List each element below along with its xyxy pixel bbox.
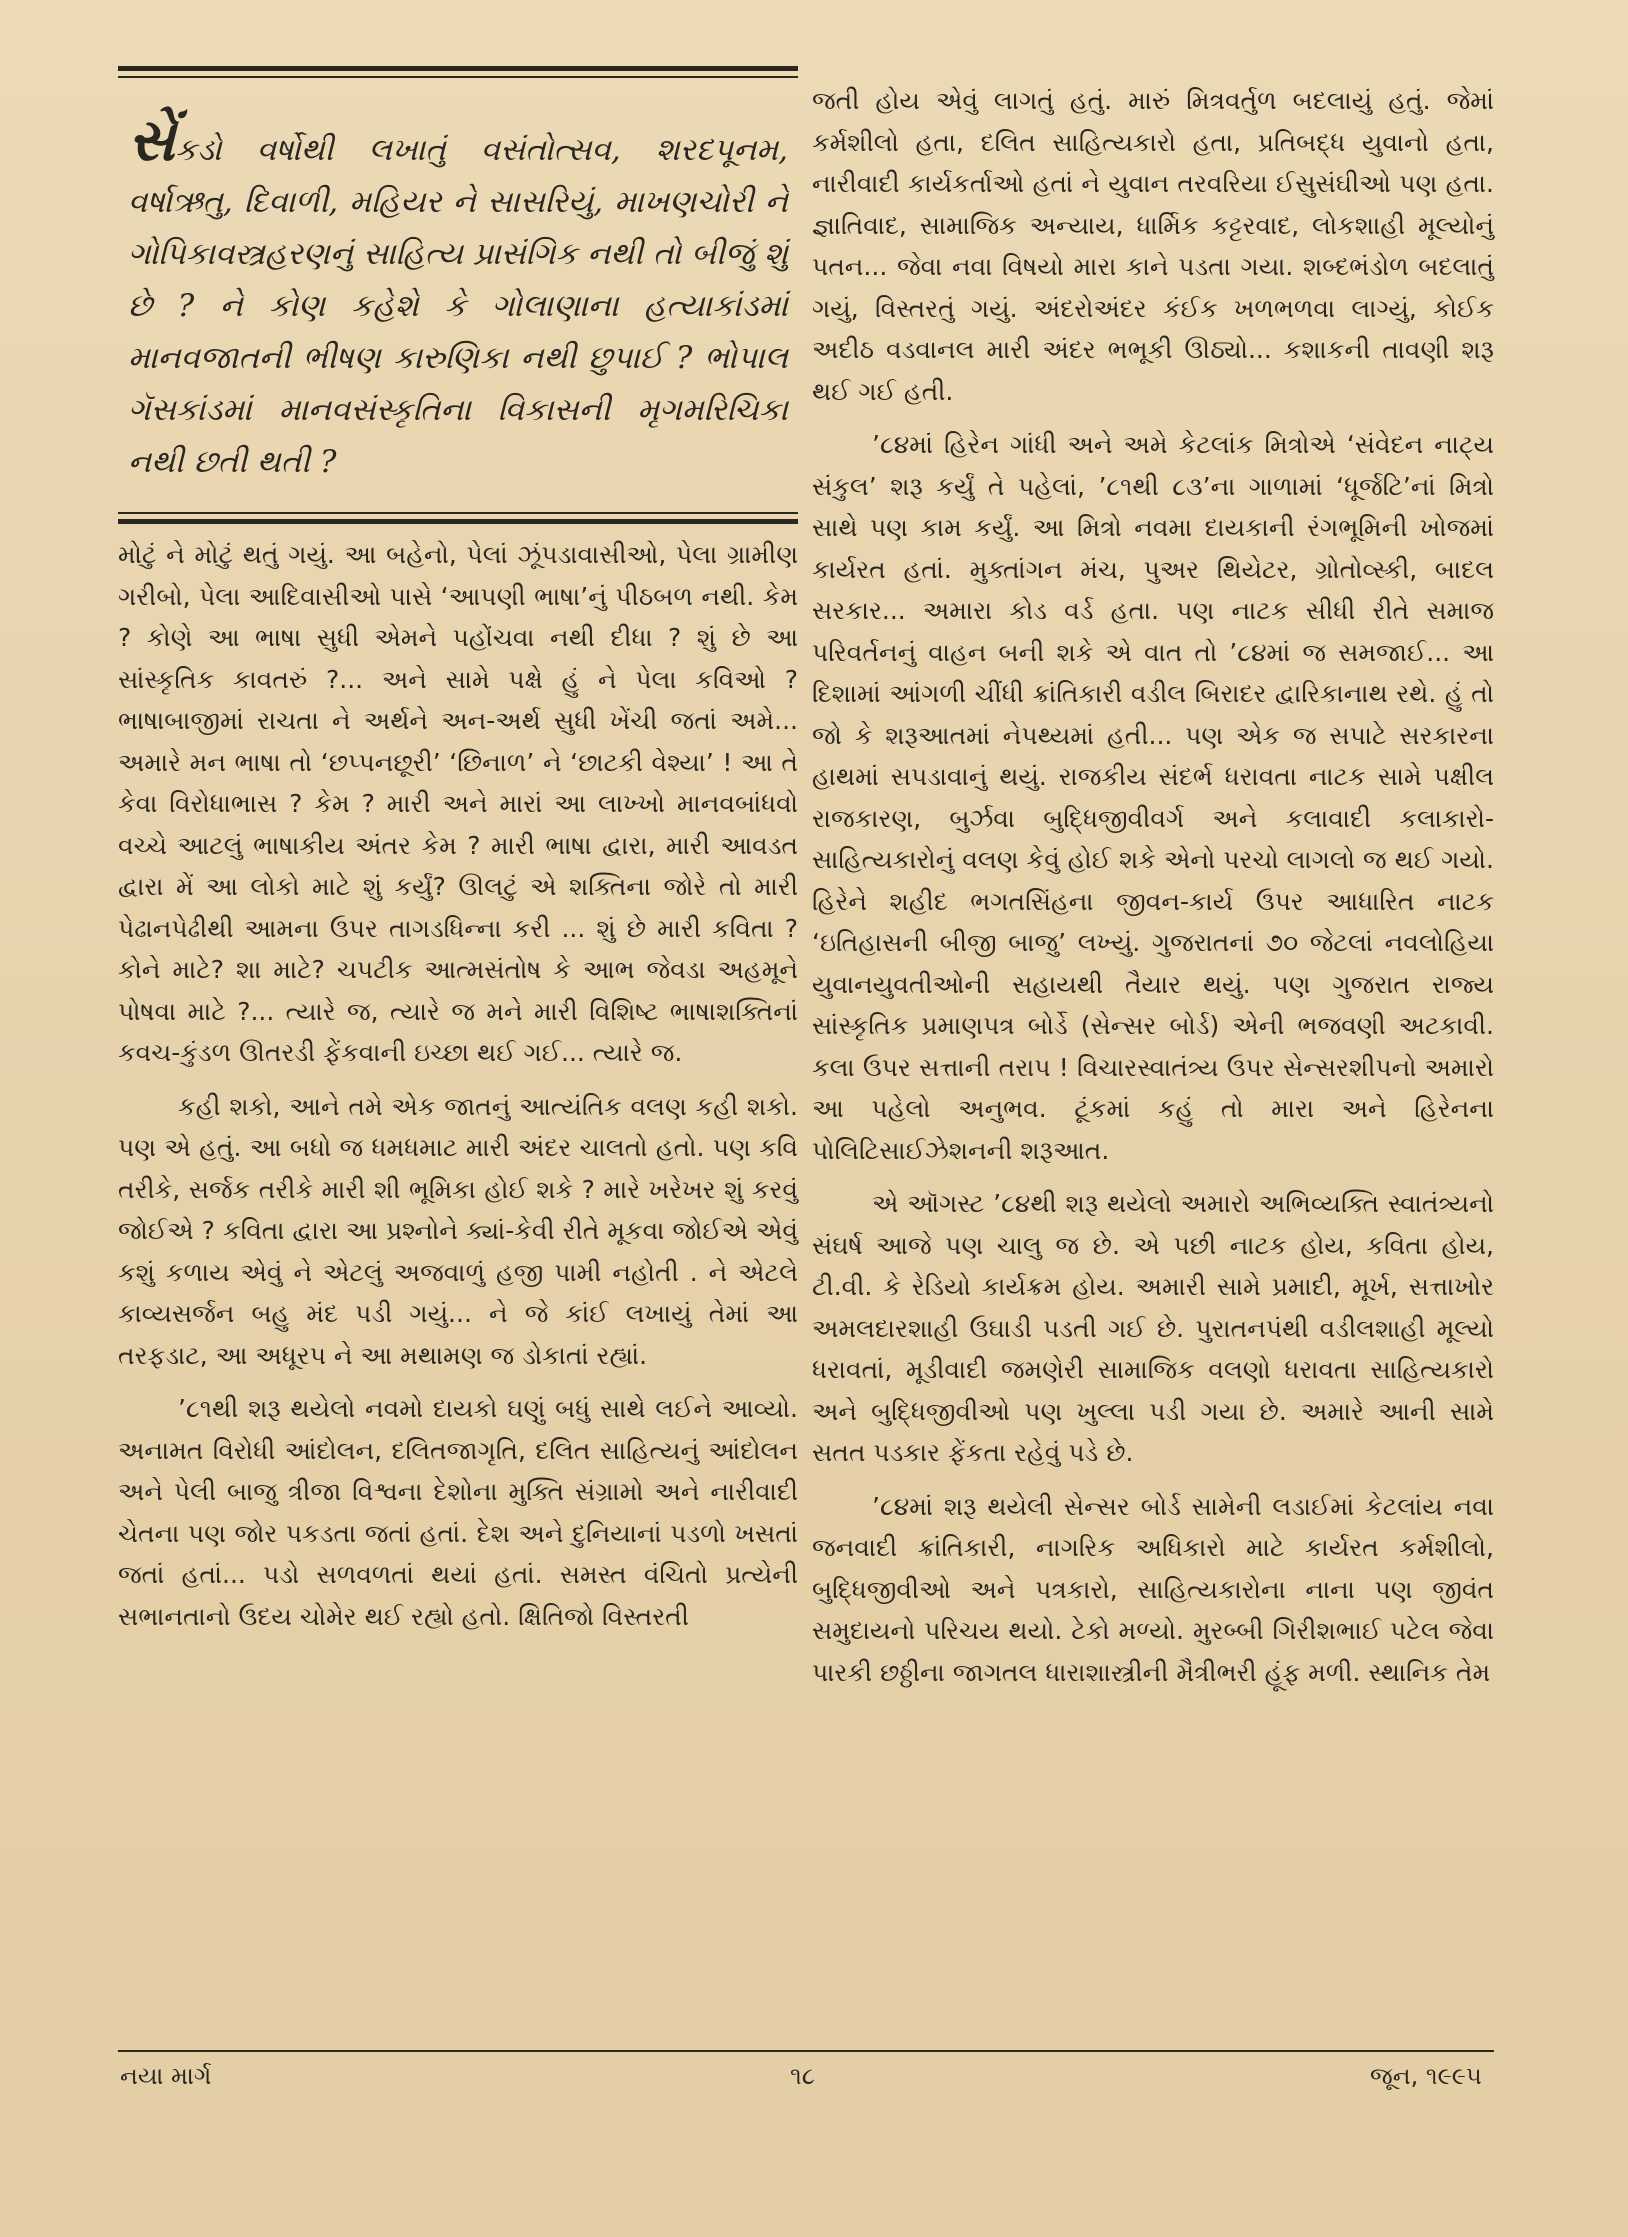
left-column <box>118 66 798 1637</box>
body-paragraph: ’૮૪માં શરૂ થયેલી સેન્સર બોર્ડ સામેની લડાઈમાં કેટલાંય નવા જનવાદી ક્રાંતિકારી, નાગરિક અધિકારો માટે કાર્યરત કર્મશીલો, બુદ્ધિજીવીઓ અને પત્રકારો, સાહિત્યકારોના નાના પણ જીવંત સમુદાયનો પરિચય થયો. ટેકો મળ્યો. મુરબ્બી ગિરીશભાઈ પટેલ જેવા પારકી છઠ્ઠીના જાગતલ ધારાશાસ્ત્રીની મૈત્રીભરી હૂંફ મળી. સ્થાનિક તેમ <box>812 1491 1494 1687</box>
body-paragraph: જતી હોય એવું લાગતું હતું. મારું મિત્રવર્તુળ બદલાયું હતું. જેમાં કર્મશીલો હતા, દલિત સાહિત્યકારો હતા, પ્રતિબદ્ધ યુવાનો હતા, નારીવાદી કાર્યકર્તાઓ હતાં ને યુવાન તરવરિયા ઈસુસંઘીઓ પણ હતા. જ્ઞાતિવાદ, સામાજિક અન્યાય, ધાર્મિક કટ્ટરવાદ, લોકશાહી મૂલ્યોનું પતન... જેવા નવા વિષયો મારા કાને પડતા ગયા. શબ્દભંડોળ બદલાતું ગયું, વિસ્તરતું ગયું. અંદરોઅંદર કંઈક ખળભળવા લાગ્યું, કોઈક અદીઠ વડવાનલ મારી અંદર ભભૂકી ઊઠ્યો... કશાકની તાવણી શરૂ થઈ ગઈ હતી. <box>812 86 1494 406</box>
issue-date: જૂન, ૧૯૯૫ <box>1370 2062 1482 2090</box>
pull-quote-text: કડો વર્ષોથી લખાતું વસંતોત્સવ, શરદપૂનમ, વર્ષાઋતુ, દિવાળી, મહિયર ને સાસરિયું, માખણચોરી ને ગોપિકાવસ્ત્રહરણનું સાહિત્ય પ્રાસંગિક નથી તો બીજું શું છે ? ને કોણ કહેશે કે ગોલાણાના હત્યાકાંડમાં માનવજાતની ભીષણ કારુણિકા નથી છુપાઈ ? ભોપાલ ગૅસકાંડમાં માનવસંસ્કૃતિના વિકાસની મૃગમરિચિકા નથી છતી થતી ? <box>128 132 788 480</box>
magazine-name: નયા માર્ગ <box>120 2062 212 2090</box>
body-paragraph: મોટું ને મોટું થતું ગયું. આ બહેનો, પેલાં ઝૂંપડાવાસીઓ, પેલા ગ્રામીણ ગરીબો, પેલા આદિવાસીઓ પાસે ‘આપણી ભાષા’નું પીઠબળ નથી. કેમ ? કોણે આ ભાષા સુધી એમને પહોંચવા નથી દીધા ? શું છે આ સાંસ્કૃતિક કાવતરું ?... અને સામે પક્ષે હું ને પેલા કવિઓ ? ભાષાબાજીમાં રાચતા ને અર્થને અન-અર્થ સુધી ખેંચી જતાં અમે... અમારે મન ભાષા તો ‘છપ્પનછૂરી’ ‘છિનાળ’ ને ‘છાટકી વેશ્યા’ ! આ તે કેવા વિરોધાભાસ ? કેમ ? મારી અને મારાં આ લાખ્ખો માનવબાંધવો વચ્ચે આટલું ભાષાકીય અંતર કેમ ? મારી ભાષા દ્વારા, મારી આવડત દ્વારા મેં આ લોકો માટે શું કર્યું? ઊલટું એ શક્તિના જોરે તો મારી પેઢાનપેઢીથી આમના ઉપર તાગડધિન્ના કરી ... શું છે મારી કવિતા ? કોને માટે? શા માટે? ચપટીક આત્મસંતોષ કે આભ જેવડા અહમૂને પોષવા માટે ?... ત્યારે જ, ત્યારે જ મને મારી વિશિષ્ટ ભાષાશક્તિનાં કવચ-કુંડળ ઊતરડી ફેંકવાની ઇચ્છા થઈ ગઈ... ત્યારે જ. <box>118 540 798 1067</box>
footer-rule <box>118 2050 1494 2052</box>
body-paragraph: કહી શકો, આને તમે એક જાતનું આત્યંતિક વલણ કહી શકો. પણ એ હતું. આ બધો જ ધમધમાટ મારી અંદર ચાલતો હતો. પણ કવિ તરીકે, સર્જક તરીકે મારી શી ભૂમિકા હોઈ શકે ? મારે ખરેખર શું કરવું જોઈએ ? કવિતા દ્વારા આ પ્રશ્નોને ક્યાં-કેવી રીતે મૂકવા જોઈએ એવું કશું કળાય એવું ને એટલું અજવાળું હજી પામી નહોતી . ને એટલે કાવ્યસર્જન બહુ મંદ પડી ગયું... ને જે કાંઈ લખાયું તેમાં આ તરફડાટ, આ અધૂરપ ને આ મથામણ જ ડોકાતાં રહ્યાં. <box>118 1091 798 1370</box>
right-column <box>812 80 1494 1693</box>
body-paragraph: એ ઑગસ્ટ ’૮૪થી શરૂ થયેલો અમારો અભિવ્યક્તિ સ્વાતંત્ર્યનો સંઘર્ષ આજે પણ ચાલુ જ છે. એ પછી નાટક હોય, કવિતા હોય, ટી.વી. કે રેડિયો કાર્યક્રમ હોય. અમારી સામે પ્રમાદી, મૂર્ખ, સત્તાખોર અમલદારશાહી ઉઘાડી પડતી ગઈ છે. પુરાતનપંથી વડીલશાહી મૂલ્યો ધરાવતાં, મૂડીવાદી જમણેરી સામાજિક વલણો ધરાવતા સાહિત્યકારો અને બુદ્ધિજીવીઓ પણ ખુલ્લા પડી ગયા છે. અમારે આની સામે સતત પડકાર ફેંકતા રહેવું પડે છે. <box>812 1189 1494 1467</box>
body-paragraph: ’૮૪માં હિરેન ગાંધી અને અમે કેટલાંક મિત્રોએ ‘સંવેદન નાટ્ય સંકુલ’ શરૂ કર્યું તે પહેલાં, ’૮૧થી ૮૩’ના ગાળામાં ‘ધૂર્જટિ’નાં મિત્રો સાથે પણ કામ કર્યું. આ મિત્રો નવમા દાયકાની રંગભૂમિની ખોજમાં કાર્યરત હતાં. મુક્તાંગન મંચ, પુઅર થિયેટર, ગ્રોતોવ્સ્કી, બાદલ સરકાર... અમારા કોડ વર્ડ હતા. પણ નાટક સીધી રીતે સમાજ પરિવર્તનનું વાહન બની શકે એ વાત તો ’૮૪માં જ સમજાઈ... આ દિશામાં આંગળી ચીંધી ક્રાંતિકારી વડીલ બિરાદર દ્વારિકાનાથ રથે. હું તો જો કે શરૂઆતમાં નેપથ્યમાં હતી... પણ એક જ સપાટે સરકારના હાથમાં સપડાવાનું થયું. રાજકીય સંદર્ભ ધરાવતા નાટક સામે પક્ષીલ રાજકારણ, બુર્ઝવા બુદ્ધિજીવીવર્ગ અને કલાવાદી કલાકારો-સાહિત્યકારોનું વલણ કેવું હોઈ શકે એનો પરચો લાગલો જ થઈ ગયો. હિરેને શહીદ ભગતસિંહના જીવન-કાર્ય ઉપર આધારિત નાટક ‘ઇતિહાસની બીજી બાજુ’ લખ્યું. ગુજરાતનાં ૭૦ જેટલાં નવલોહિયા યુવાનયુવતીઓની સહાયથી તૈયાર થયું. પણ ગુજરાત રાજ્ય સાંસ્કૃતિક પ્રમાણપત્ર બોર્ડે (સેન્સર બોર્ડ) એની ભજવણી અટકાવી. કલા ઉપર સત્તાની તરાપ ! વિચારસ્વાતંત્ર્ય ઉપર સેન્સરશીપનો અમારો આ પહેલો અનુભવ. ટૂંકમાં કહું તો મારા અને હિરેનના પોલિટિસાઈઝેશનની શરૂઆત. <box>812 430 1494 1165</box>
drop-cap: સેં <box>128 106 175 174</box>
pull-quote-bottom-rule-thin <box>118 512 798 514</box>
body-paragraph: ’૮૧થી શરૂ થયેલો નવમો દાયકો ઘણું બધું સાથે લઈને આવ્યો. અનામત વિરોધી આંદોલન, દલિતજાગૃતિ, દલિત સાહિત્યનું આંદોલન અને પેલી બાજુ ત્રીજા વિશ્વના દેશોના મુક્તિ સંગ્રામો અને નારીવાદી ચેતના પણ જોર પકડતા જતાં હતાં. દેશ અને દુનિયાનાં પડળો ખસતાં જતાં હતાં... પડો સળવળતાં થયાં હતાં. સમસ્ત વંચિતો પ્રત્યેની સભાનતાનો ઉદય ચોમેર થઈ રહ્યો હતો. ક્ષિતિજો વિસ્તરતી <box>118 1394 798 1631</box>
pull-quote-top-rule <box>118 66 798 71</box>
page-number: ૧૮ <box>790 2062 815 2090</box>
pull-quote-bottom-rule <box>118 519 798 524</box>
pull-quote <box>118 78 798 508</box>
